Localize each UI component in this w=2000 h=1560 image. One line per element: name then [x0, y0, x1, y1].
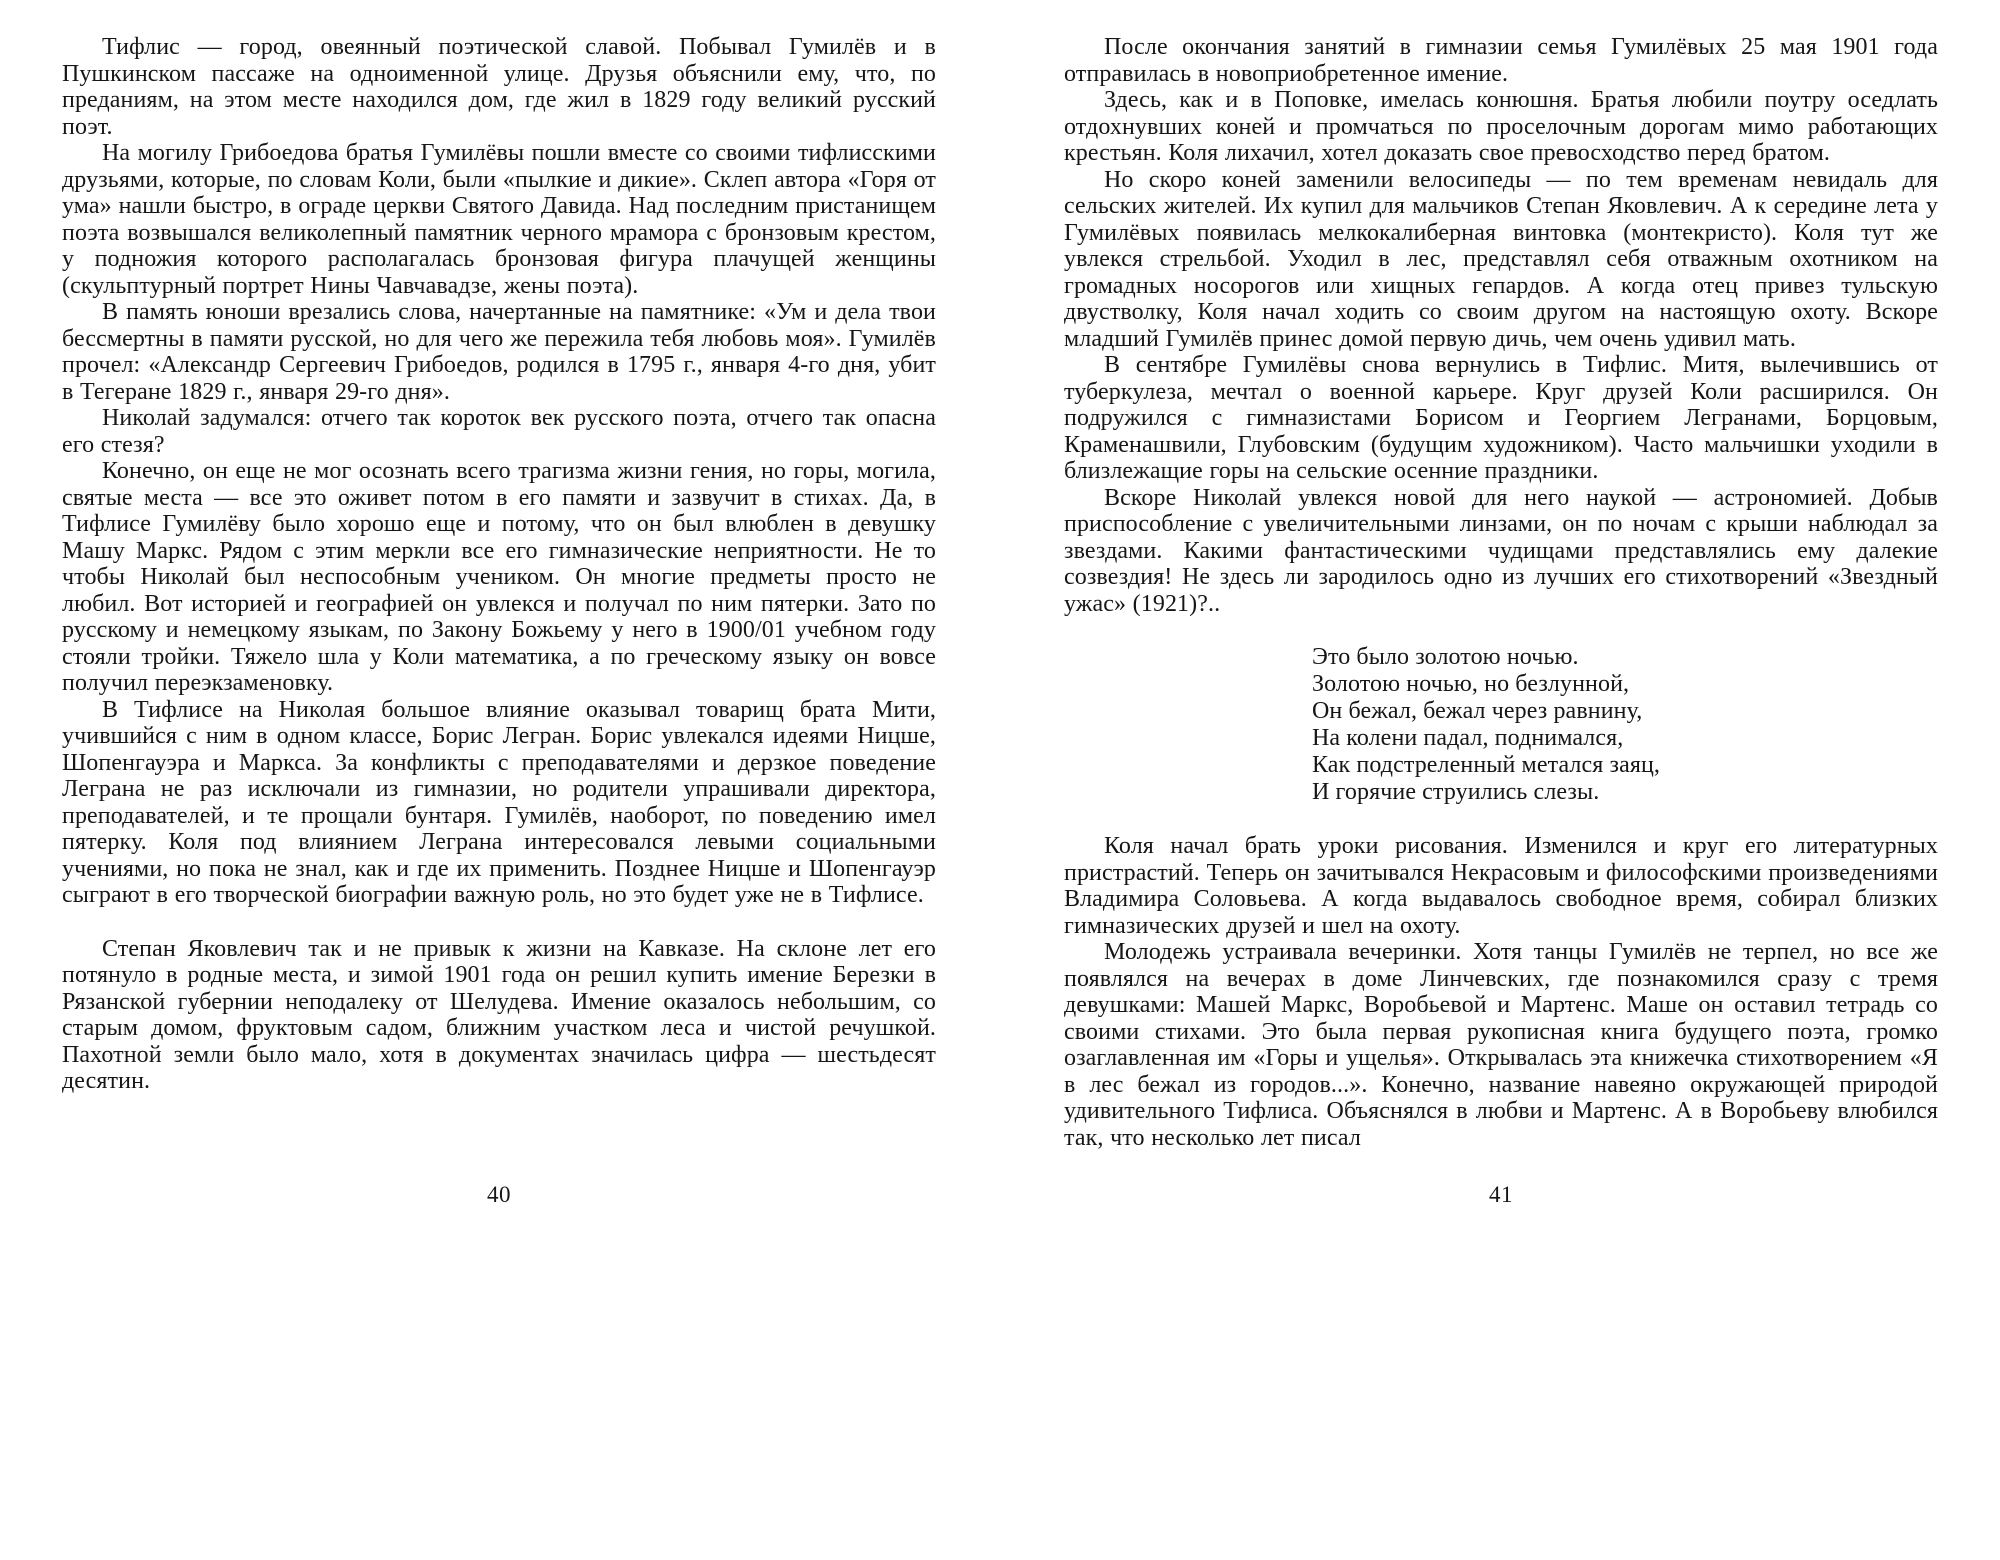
poem-block — [1312, 644, 1938, 806]
page-left — [62, 34, 936, 1534]
paragraph: Молодежь устраивала вечеринки. Хотя танцы Гумилёв не терпел, но все же появлялся на вечерах в доме Линчевских, где познакомился сразу с тремя девушками: Машей Маркс, Воробьевой и Мартенс. Маше он оставил тетрадь со своими стихами. Это была первая рукописная книга будущего поэта, громко озаглавленная им «Горы и ущелья». Открывалась эта книжечка стихотворением «Я в лес бежал из городов...». Конечно, название навеяно окружающей природой удивительного Тифлиса. Объяснялся в любви и Мартенс. А в Воробьеву влюбился так, что несколько лет писал — [1064, 939, 1938, 1151]
poem-line: Он бежал, бежал через равнину, — [1312, 698, 1643, 724]
paragraph: В память юноши врезались слова, начертанные на памятнике: «Ум и дела твои бессмертны в памяти русской, но для чего же пережила тебя любовь моя». Гумилёв прочел: «Александр Сергеевич Грибоедов, родился в 1795 г., января 4-го дня, убит в Тегеране 1829 г., января 29-го дня». — [62, 299, 936, 405]
paragraph: Здесь, как и в Поповке, имелась конюшня. Братья любили поутру оседлать отдохнувших коней и промчаться по проселочным дорогам мимо работающих крестьян. Коля лихачил, хотел доказать свое превосходство перед братом. — [1064, 87, 1938, 166]
paragraph: Степан Яковлевич так и не привык к жизни на Кавказе. На склоне лет его потянуло в родные места, и зимой 1901 года он решил купить имение Березки в Рязанской губернии неподалеку от Шелудева. Имение оказалось небольшим, со старым домом, фруктовым садом, ближним участком леса и чистой речушкой. Пахотной земли было мало, хотя в документах значилась цифра — шестьдесят десятин. — [62, 935, 936, 1094]
poem-line: На колени падал, поднимался, — [1312, 725, 1624, 751]
poem-line: И горячие струились слезы. — [1312, 779, 1600, 805]
paragraph: После окончания занятий в гимназии семья Гумилёвых 25 мая 1901 года отправилась в новоприобретенное имение. — [1064, 34, 1938, 87]
poem-line: Золотою ночью, но безлунной, — [1312, 671, 1630, 697]
paragraph: В Тифлисе на Николая большое влияние оказывал товарищ брата Мити, учившийся с ним в одном классе, Борис Легран. Борис увлекался идеями Ницше, Шопенгауэра и Маркса. За конфликты с преподавателями и дерзкое поведение Леграна не раз исключали из гимназии, но родители упрашивали директора, преподавателей, и те прощали бунтаря. Гумилёв, наоборот, по поведению имел пятерку. Коля под влиянием Леграна интересовался левыми социальными учениями, но пока не знал, как и где их применить. Позднее Ницше и Шопенгауэр сыграют в его творческой биографии важную роль, но это будет уже не в Тифлисе. — [62, 696, 936, 908]
poem-line: Это было золотою ночью. — [1312, 644, 1579, 670]
paragraph: Николай задумался: отчего так короток век русского поэта, отчего так опасна его стезя? — [62, 405, 936, 458]
page-right — [1064, 34, 1938, 1534]
page-left-text — [62, 34, 936, 1095]
paragraph: Конечно, он еще не мог осознать всего трагизма жизни гения, но горы, могила, святые места — все это оживет потом в его памяти и зазвучит в стихах. Да, в Тифлисе Гумилёву было хорошо еще и потому, что он был влюблен в девушку Машу Маркс. Рядом с этим меркли все его гимназические неприятности. Не то чтобы Николай был неспособным учеником. Он многие предметы просто не любил. Вот историей и географией он увлекся и получал по ним пятерки. Зато по русскому и немецкому языкам, по Закону Божьему у него в 1900/01 учебном году стояли тройки. Тяжело шла у Коли математика, а по греческому языку он вовсе получил переэкзаменовку. — [62, 458, 936, 696]
paragraph: Коля начал брать уроки рисования. Изменился и круг его литературных пристрастий. Теперь он зачитывался Некрасовым и философскими произведениями Владимира Соловьева. А когда выдавалось свободное время, собирал близких гимназических друзей и шел на охоту. — [1064, 833, 1938, 939]
paragraph: На могилу Грибоедова братья Гумилёвы пошли вместе со своими тифлисскими друзьями, которые, по словам Коли, были «пылкие и дикие». Склеп автора «Горя от ума» нашли быстро, в ограде церкви Святого Давида. Над последним пристанищем поэта возвышался великолепный памятник черного мрамора с бронзовым крестом, у подножия которого располагалась бронзовая фигура плачущей женщины (скульптурный портрет Нины Чавчавадзе, жены поэта). — [62, 140, 936, 299]
paragraph: Тифлис — город, овеянный поэтической славой. Побывал Гумилёв и в Пушкинском пассаже на одноименной улице. Друзья объяснили ему, что, по преданиям, на этом месте находился дом, где жил в 1829 году великий русский поэт. — [62, 34, 936, 140]
page-number-right: 41 — [1489, 1182, 1513, 1207]
page-number-left: 40 — [487, 1182, 511, 1207]
paragraph: Вскоре Николай увлекся новой для него наукой — астрономией. Добыв приспособление с увеличительными линзами, он по ночам с крыши наблюдал за звездами. Какими фантастическими чудищами представлялись ему далекие созвездия! Не здесь ли зародилось одно из лучших его стихотворений «Звездный ужас» (1921)?.. — [1064, 484, 1938, 617]
paragraph: Но скоро коней заменили велосипеды — по тем временам невидаль для сельских жителей. Их купил для мальчиков Степан Яковлевич. А к середине лета у Гумилёвых появилась мелкокалиберная винтовка (монтекристо). Коля тут же увлекся стрельбой. Уходил в лес, представлял себя отважным охотником на громадных носорогов или хищных гепардов. А когда отец привез тульскую двустволку, Коля начал ходить со своим другом на настоящую охоту. Вскоре младший Гумилёв принес домой первую дичь, чем очень удивил мать. — [1064, 166, 1938, 352]
poem-line: Как подстреленный метался заяц, — [1312, 752, 1661, 778]
paragraph: В сентябре Гумилёвы снова вернулись в Тифлис. Митя, вылечившись от туберкулеза, мечтал о военной карьере. Круг друзей Коли расширился. Он подружился с гимназистами Борисом и Георгием Легранами, Борцовым, Краменашвили, Глубовским (будущим художником). Часто мальчишки уходили в близлежащие горы на сельские осенние праздники. — [1064, 352, 1938, 484]
page-right-text — [1064, 34, 1938, 1151]
